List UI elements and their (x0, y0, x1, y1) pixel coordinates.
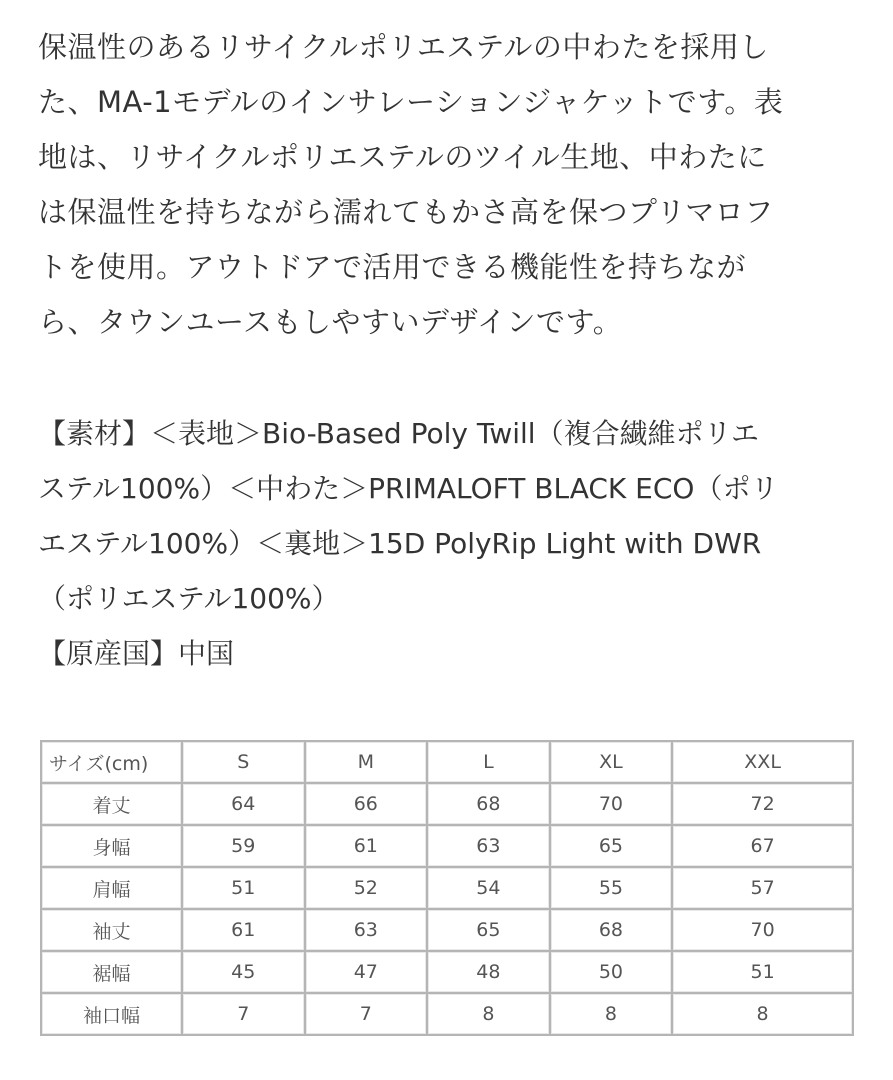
table-cell: 55 (550, 867, 673, 909)
description-line: た、MA-1モデルのインサレーションジャケットです。表 (38, 85, 784, 119)
table-cell: 8 (550, 993, 673, 1035)
size-table-header-cell: M (305, 741, 428, 783)
table-cell: 63 (427, 825, 550, 867)
size-table-header-row (41, 741, 853, 783)
table-cell: 8 (672, 993, 853, 1035)
description-line: 地は、リサイクルポリエステルのツイル生地、中わたに (38, 140, 767, 174)
table-cell: 65 (427, 909, 550, 951)
materials-line: 【素材】＜表地＞Bio-Based Poly Twill（複合繊維ポリエ (38, 417, 760, 450)
table-cell: 45 (182, 951, 305, 993)
row-label-cell: 袖口幅 (41, 993, 182, 1035)
product-description (38, 20, 868, 350)
origin-line: 【原産国】中国 (38, 637, 235, 670)
row-label-cell: 裾幅 (41, 951, 182, 993)
table-cell: 48 (427, 951, 550, 993)
size-table-header-cell: XL (550, 741, 673, 783)
row-label-cell: 袖丈 (41, 909, 182, 951)
materials-line: ステル100%）＜中わた＞PRIMALOFT BLACK ECO（ポリ (38, 472, 779, 505)
materials-info (38, 406, 878, 681)
description-line: は保温性を持ちながら濡れてもかさ高を保つプリマロフ (38, 195, 774, 229)
table-cell: 54 (427, 867, 550, 909)
description-line: トを使用。アウトドアで活用できる機能性を持ちなが (38, 250, 747, 284)
materials-line: （ポリエステル100%） (38, 582, 340, 615)
table-cell: 47 (305, 951, 428, 993)
row-label-cell: 身幅 (41, 825, 182, 867)
table-cell: 51 (672, 951, 853, 993)
size-table-header-cell: S (182, 741, 305, 783)
size-table-header-cell: XXL (672, 741, 853, 783)
row-label-cell: 着丈 (41, 783, 182, 825)
table-row (41, 951, 853, 993)
size-table (40, 740, 854, 1036)
table-cell: 66 (305, 783, 428, 825)
size-table-header-cell: L (427, 741, 550, 783)
table-cell: 67 (672, 825, 853, 867)
table-cell: 8 (427, 993, 550, 1035)
table-cell: 51 (182, 867, 305, 909)
table-row (41, 909, 853, 951)
table-row (41, 783, 853, 825)
table-cell: 57 (672, 867, 853, 909)
table-cell: 63 (305, 909, 428, 951)
size-table-header-cell: サイズ(cm) (41, 741, 182, 783)
table-cell: 61 (305, 825, 428, 867)
table-row (41, 993, 853, 1035)
table-cell: 68 (427, 783, 550, 825)
table-cell: 61 (182, 909, 305, 951)
table-row (41, 867, 853, 909)
table-cell: 65 (550, 825, 673, 867)
table-cell: 70 (672, 909, 853, 951)
table-cell: 70 (550, 783, 673, 825)
materials-line: エステル100%）＜裏地＞15D PolyRip Light with DWR (38, 527, 762, 560)
description-line: 保温性のあるリサイクルポリエステルの中わたを採用し (38, 30, 769, 64)
table-cell: 50 (550, 951, 673, 993)
table-cell: 7 (182, 993, 305, 1035)
table-cell: 52 (305, 867, 428, 909)
table-cell: 7 (305, 993, 428, 1035)
table-cell: 68 (550, 909, 673, 951)
table-cell: 72 (672, 783, 853, 825)
table-row (41, 825, 853, 867)
description-line: ら、タウンユースもしやすいデザインです。 (38, 305, 623, 339)
row-label-cell: 肩幅 (41, 867, 182, 909)
table-cell: 59 (182, 825, 305, 867)
table-cell: 64 (182, 783, 305, 825)
